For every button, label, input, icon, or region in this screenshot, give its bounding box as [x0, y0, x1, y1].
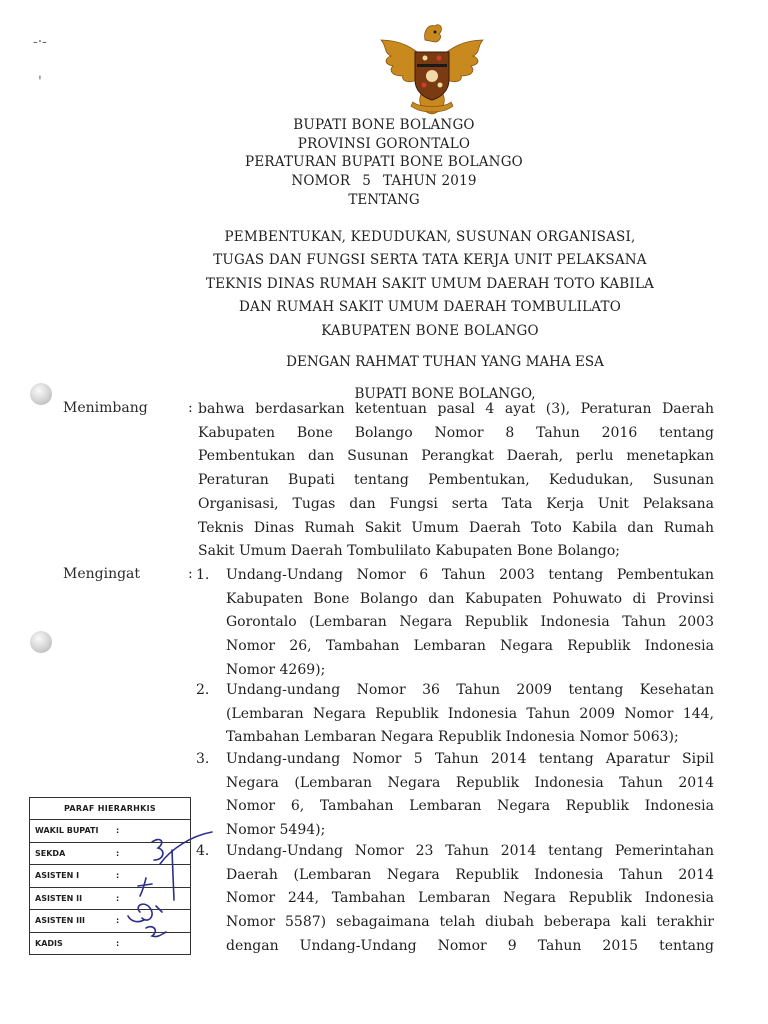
item-line: Undang-undang Nomor 36 Tahun 2009 tentang Kesehatan — [226, 682, 714, 698]
paraf-row-label: WAKIL BUPATI — [35, 826, 99, 835]
header-line-1: BUPATI BONE BOLANGO — [293, 117, 475, 133]
item-line: Undang-undang Nomor 5 Tahun 2014 tentang Aparatur Sipil — [226, 751, 714, 767]
item-line: Nomor 6, Tambahan Lembaran Negara Republik Indonesia — [226, 798, 714, 815]
mengingat-item-2 — [196, 679, 714, 750]
item-line: Daerah (Lembaran Negara Republik Indonesia Tahun 2014 — [226, 866, 714, 883]
paraf-hierarkis-table — [29, 797, 191, 955]
paraf-row-label: ASISTEN II — [35, 893, 83, 903]
item-line: Undang-Undang Nomor 23 Tahun 2014 tentang Pemerintahan — [226, 843, 714, 859]
menimbang-colon: : — [188, 400, 193, 416]
title-line: TEKNIS DINAS RUMAH SAKIT UMUM DAERAH TOTO KABILA — [205, 275, 655, 292]
menimbang-line: Peraturan Bupati tentang Pembentukan, Kedudukan, Susunan — [198, 472, 714, 489]
paraf-row-label: SEKDA — [35, 848, 66, 858]
mengingat-item-4 — [196, 840, 714, 959]
paraf-row-sep: : — [116, 826, 120, 835]
menimbang-line: Teknis Dinas Rumah Sakit Umum Daerah Toto Kabila dan Rumah — [198, 519, 714, 536]
header-line-2: PROVINSI GORONTALO — [297, 135, 471, 152]
document-header — [0, 116, 768, 190]
item-line: Tambahan Lembaran Negara Republik Indonesia Nomor 5063); — [226, 729, 679, 746]
nomor-value: 5 — [362, 172, 372, 189]
paraf-row-label: KADIS — [35, 938, 63, 948]
item-line: Nomor 244, Tambahan Lembaran Negara Republik Indonesia — [226, 890, 714, 907]
item-line: Negara (Lembaran Negara Republik Indonesia Tahun 2014 — [226, 774, 714, 791]
scan-mark: ' — [38, 74, 42, 90]
paraf-row-sep: : — [116, 938, 120, 948]
paraf-row — [30, 910, 190, 933]
header-line-3: PERATURAN BUPATI BONE BOLANGO — [245, 154, 523, 170]
garuda-emblem-icon — [373, 18, 491, 118]
menimbang-line: Pembentukan dan Susunan Perangkat Daerah, perlu menetapkan — [198, 448, 714, 465]
item-number: 1. — [196, 567, 210, 583]
paraf-row-label: ASISTEN I — [35, 871, 80, 880]
mengingat-colon: : — [188, 566, 193, 582]
paraf-row — [30, 865, 190, 888]
paraf-row-sep: : — [116, 916, 120, 925]
item-line: (Lembaran Negara Republik Indonesia Tahun 2009 Nomor 144, — [226, 705, 714, 722]
menimbang-line: bahwa berdasarkan ketentuan pasal 4 ayat (3), Peraturan Daerah — [198, 401, 714, 417]
paraf-row — [30, 843, 190, 866]
title-line: PEMBENTUKAN, KEDUDUKAN, SUSUNAN ORGANISASI, — [224, 229, 636, 245]
title-line: KABUPATEN BONE BOLANGO — [321, 322, 539, 339]
mengingat-label: Mengingat — [63, 566, 141, 582]
item-line: Nomor 5587) sebagaimana telah diubah beberapa kali terakhir — [226, 914, 714, 931]
menimbang-text — [198, 398, 714, 564]
tentang-heading: TENTANG — [348, 192, 420, 208]
paraf-row — [30, 820, 190, 843]
paraf-title: PARAF HIERARHKIS — [30, 798, 190, 820]
paraf-row — [30, 933, 190, 955]
item-line: Nomor 4269); — [226, 661, 326, 678]
paraf-row-sep: : — [116, 893, 120, 903]
paraf-row-sep: : — [116, 848, 120, 858]
rahmat-heading: DENGAN RAHMAT TUHAN YANG MAHA ESA — [286, 354, 604, 370]
item-number: 3. — [196, 751, 210, 767]
nomor-label: NOMOR — [291, 172, 351, 189]
item-line: Nomor 26, Tambahan Lembaran Negara Republik Indonesia — [226, 638, 714, 655]
item-line: dengan Undang-Undang Nomor 9 Tahun 2015 tentang — [226, 937, 714, 954]
paraf-row — [30, 888, 190, 911]
header-nomor — [0, 172, 768, 191]
bupati-heading: BUPATI BONE BOLANGO, — [354, 386, 536, 402]
paraf-row-label: ASISTEN III — [35, 916, 86, 925]
mengingat-item-3 — [196, 748, 714, 843]
item-line: Nomor 5494); — [226, 822, 326, 839]
title-line: TUGAS DAN FUNGSI SERTA TATA KERJA UNIT PELAKSANA — [213, 252, 647, 269]
punch-hole — [30, 631, 52, 653]
menimbang-line: Organisasi, Tugas dan Fungsi serta Tata Kerja Unit Pelaksana — [198, 495, 714, 512]
menimbang-line: Sakit Umum Daerah Tombulilato Kabupaten Bone Bolango; — [198, 543, 620, 560]
menimbang-line: Kabupaten Bone Bolango Nomor 8 Tahun 2016 tentang — [198, 424, 714, 441]
item-line: Gorontalo (Lembaran Negara Republik Indonesia Tahun 2003 — [226, 614, 714, 631]
scan-mark: -·- — [33, 34, 47, 50]
punch-hole — [30, 383, 52, 405]
item-number: 4. — [196, 843, 210, 859]
nomor-tahun: TAHUN 2019 — [383, 172, 477, 189]
title-line: DAN RUMAH SAKIT UMUM DAERAH TOMBULILATO — [238, 299, 621, 316]
paraf-row-sep: : — [116, 871, 120, 880]
item-line: Kabupaten Bone Bolango dan Kabupaten Pohuwato di Provinsi — [226, 590, 714, 607]
item-number: 2. — [196, 682, 210, 698]
menimbang-label: Menimbang — [63, 400, 148, 416]
mengingat-item-1 — [196, 564, 714, 683]
item-line: Undang-Undang Nomor 6 Tahun 2003 tentang Pembentukan — [226, 567, 714, 583]
regulation-title — [130, 226, 730, 343]
